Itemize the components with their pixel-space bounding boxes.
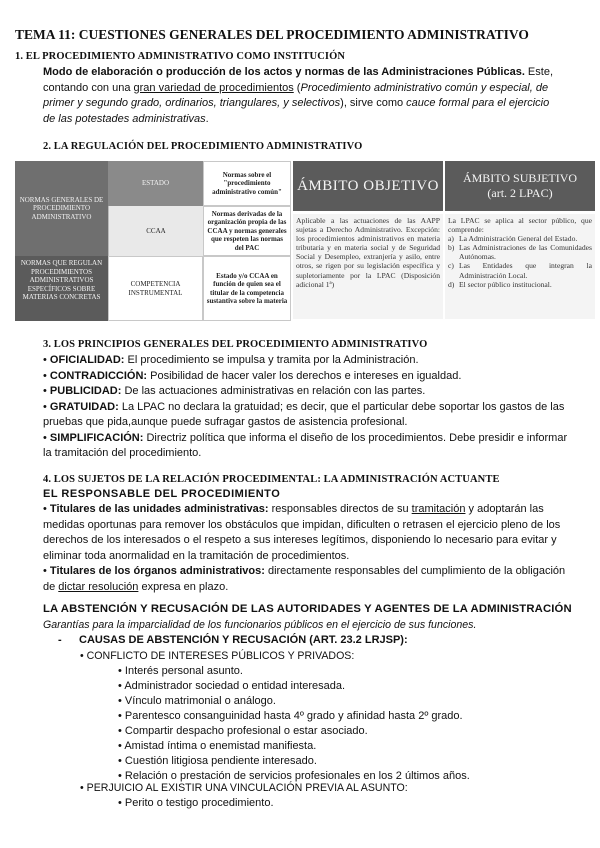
principles-list bbox=[43, 353, 568, 462]
abstencion-heading: LA ABSTENCIÓN Y RECUSACIÓN DE LAS AUTORIDADES Y AGENTES DE LA ADMINISTRACIÓN bbox=[43, 603, 572, 615]
list-item: • Perito o testigo procedimiento. bbox=[118, 797, 274, 809]
ambito-subjetivo-text bbox=[445, 214, 595, 319]
principle-text: Posibilidad de hacer valer los derechos e intereses en igualdad. bbox=[147, 369, 462, 382]
principle-key: SIMPLIFICACIÓN: bbox=[49, 431, 144, 444]
regulation-table bbox=[15, 161, 595, 321]
cell-text: ESTADO bbox=[141, 179, 170, 188]
list-key: d) bbox=[448, 279, 455, 289]
list-item bbox=[448, 280, 592, 289]
list-text: Administrador sociedad o entidad interesada. bbox=[124, 680, 346, 692]
responsable-item: • Titulares de los órganos administrativos: directamente responsables del cumplimiento de la obligación de dictar resolución expresa en plazo. bbox=[43, 565, 566, 593]
section-1-heading: 1. EL PROCEDIMIENTO ADMINISTRATIVO COMO INSTITUCIÓN bbox=[15, 51, 346, 62]
underlined-text: gran variedad de procedimientos bbox=[133, 81, 294, 94]
list-key: a) bbox=[448, 234, 454, 244]
list-item bbox=[448, 261, 592, 279]
item-text: y adoptarán las medidas oportunas para remover los obstáculos que impidan, dificulten o retrasen el ejercicio pleno de los derechos de los interesados o el respeto a sus intereses legítimos, disponiendo lo necesario para evitar y eliminar toda anormalidad en la tramitación de procedimientos. bbox=[43, 503, 561, 562]
list-text: La Administración General del Estado. bbox=[459, 234, 578, 244]
list-item: • Amistad íntima o enemistad manifiesta. bbox=[118, 740, 317, 752]
ccaa-cell bbox=[108, 206, 203, 256]
normas-regulan-cell bbox=[15, 256, 108, 321]
list-text: Las Entidades que integran la Administración Local. bbox=[459, 261, 592, 280]
ambito-objetivo-text bbox=[293, 214, 443, 319]
list-text: Relación o prestación de servicios profesionales en los 2 últimos años. bbox=[124, 770, 470, 782]
text-run: ( bbox=[293, 81, 301, 94]
principle-text: El procedimiento se impulsa y tramita por la Administración. bbox=[124, 354, 419, 366]
cell-text: NORMAS GENERALES DE PROCEDIMIENTO ADMINISTRATIVO bbox=[19, 195, 104, 221]
estado-cell bbox=[108, 161, 203, 206]
item-text: responsables directos de su bbox=[268, 503, 412, 515]
list-key: c) bbox=[448, 261, 454, 271]
item-text: directamente responsables del cumplimiento de la obligación de bbox=[43, 565, 566, 593]
principle-text: La LPAC no declara la gratuidad; es decir, que el particular debe soportar los gastos de las pruebas que pida,aunque puede sufragar gastos de asistencia profesional. bbox=[43, 400, 565, 428]
conflicto-heading: • CONFLICTO DE INTERESES PÚBLICOS Y PRIVADOS: bbox=[80, 650, 355, 662]
ambito-objetivo-header bbox=[293, 161, 443, 211]
responsable-heading: EL RESPONSABLE DEL PROCEDIMIENTO bbox=[43, 488, 281, 500]
list-text: Parentesco consanguinidad hasta 4º grado y afinidad hasta 2º grado. bbox=[124, 710, 463, 722]
text-run: , contando con una bbox=[43, 66, 554, 94]
italic-text: cauce formal para el ejercicio de las potestades administrativas bbox=[43, 97, 550, 125]
perjuicio-heading: • PERJUICIO AL EXISTIR UNA VINCULACIÓN PREVIA AL ASUNTO: bbox=[80, 782, 408, 794]
list-text: El sector público institucional. bbox=[459, 279, 552, 289]
principle-item: • PUBLICIDAD: De las actuaciones administrativas en relación con las partes. bbox=[43, 385, 426, 397]
list-item: • Compartir despacho profesional o estar asociado. bbox=[118, 725, 368, 737]
list-text: Vínculo matrimonial o análogo. bbox=[124, 695, 276, 707]
list-text: Perito o testigo procedimiento. bbox=[124, 797, 274, 809]
cell-text: COMPETENCIA INSTRUMENTAL bbox=[128, 279, 183, 297]
section-4-heading: 4. LOS SUJETOS DE LA RELACIÓN PROCEDIMENTAL: LA ADMINISTRACIÓN ACTUANTE bbox=[43, 474, 500, 485]
list-text: Interés personal asunto. bbox=[124, 665, 243, 677]
page-title: TEMA 11: CUESTIONES GENERALES DEL PROCEDIMIENTO ADMINISTRATIVO bbox=[15, 27, 529, 42]
dash-bullet: - bbox=[58, 634, 62, 646]
estado-desc-cell bbox=[203, 161, 291, 206]
list-item: • Cuestión litigiosa pendiente interesado. bbox=[118, 755, 317, 767]
text-run: ), sirve como bbox=[340, 97, 407, 109]
abstencion-subtitle: Garantías para la imparcialidad de los funcionarios públicos en el ejercicio de sus funciones. bbox=[43, 619, 477, 631]
list-text: Cuestión litigiosa pendiente interesado. bbox=[124, 755, 317, 767]
competencia-cell bbox=[108, 256, 203, 321]
list-text: Amistad íntima o enemistad manifiesta. bbox=[124, 740, 317, 752]
cell-text: CCAA bbox=[146, 226, 166, 235]
principle-key: PUBLICIDAD: bbox=[49, 385, 122, 397]
cell-text: (art. 2 LPAC) bbox=[487, 186, 553, 200]
principle-key: CONTRADICCIÓN: bbox=[49, 369, 148, 382]
cell-text: Aplicable a las actuaciones de las AAPP sujetas a Derecho Administrativo. Excepción: los procedimientos administrativos en materia tributaria y en materia social y de Seguridad Social y Desempleo, extranjería y asilo, entre otros, se rigen por su legislación específica y supletoriamente por la LPAC (Disposición adicional 1ª) bbox=[296, 216, 440, 289]
cell-text: ÁMBITO OBJETIVO bbox=[297, 177, 439, 194]
item-text: expresa en plazo. bbox=[138, 580, 229, 593]
conflicto-list bbox=[118, 664, 470, 784]
item-key: Titulares de los órganos administrativos: bbox=[49, 565, 265, 577]
principle-key: GRATUIDAD: bbox=[49, 400, 119, 413]
underlined-text: tramitación bbox=[411, 503, 466, 515]
italic-text: Procedimiento administrativo común y especial, de primer y segundo grado, ordinarios, triangulares, y selectivos bbox=[43, 81, 549, 109]
text-run: . bbox=[205, 112, 209, 125]
section-4-list bbox=[43, 502, 568, 595]
cell-text: Normas sobre el "procedimiento administrativo común" bbox=[212, 170, 282, 196]
responsable-item: • Titulares de las unidades administrativas: responsables directos de su tramitación y adoptarán las medidas oportunas para remover los obstáculos que impidan, dificulten o retrasen el ejercicio pleno de los derechos de los interesados o el respeto a sus intereses legítimos, disponiendo lo necesario para evitar y eliminar toda anormalidad en la tramitación de procedimientos. bbox=[43, 503, 561, 562]
perjuicio-text: PERJUICIO AL EXISTIR UNA VINCULACIÓN PREVIA AL ASUNTO: bbox=[86, 782, 408, 794]
principle-item: • GRATUIDAD: La LPAC no declara la gratuidad; es decir, que el particular debe soportar los gastos de las pruebas que pida,aunque puede sufragar gastos de asistencia profesional. bbox=[43, 400, 565, 428]
list-text: Las Administraciones de las Comunidades Autónomas. bbox=[459, 243, 592, 262]
principle-text: Directriz política que informa el diseño de los procedimientos. Debe presidir e informar la tramitación del procedimiento. bbox=[43, 431, 568, 459]
cell-text: La LPAC se aplica al sector público, que comprende: bbox=[448, 216, 592, 235]
list-item: • Parentesco consanguinidad hasta 4º grado y afinidad hasta 2º grado. bbox=[118, 710, 463, 722]
section-2-heading: 2. LA REGULACIÓN DEL PROCEDIMIENTO ADMINISTRATIVO bbox=[43, 141, 363, 152]
principle-item: • CONTRADICCIÓN: Posibilidad de hacer valer los derechos e intereses en igualdad. bbox=[43, 369, 462, 382]
list-item bbox=[448, 234, 592, 243]
text-run: Este bbox=[524, 66, 550, 78]
section-1-paragraph bbox=[43, 65, 563, 127]
list-item: • Vínculo matrimonial o análogo. bbox=[118, 695, 276, 707]
underlined-text: dictar resolución bbox=[58, 580, 139, 593]
list-text: Compartir despacho profesional o estar asociado. bbox=[124, 725, 368, 737]
competencia-desc-cell bbox=[203, 256, 291, 321]
subjetivo-list bbox=[448, 234, 592, 289]
list-item: • Relación o prestación de servicios profesionales en los 2 últimos años. bbox=[118, 770, 470, 782]
section-3-heading: 3. LOS PRINCIPIOS GENERALES DEL PROCEDIMIENTO ADMINISTRATIVO bbox=[43, 339, 428, 350]
principle-text: De las actuaciones administrativas en relación con las partes. bbox=[121, 385, 426, 397]
cell-text: Normas derivadas de la organización propia de las CCAA y normas generales que respeten las normas del PAC bbox=[207, 209, 287, 252]
principle-item: • OFICIALIDAD: El procedimiento se impulsa y tramita por la Administración. bbox=[43, 354, 419, 366]
principle-item: • SIMPLIFICACIÓN: Directriz política que informa el diseño de los procedimientos. Debe presidir e informar la tramitación del procedimiento. bbox=[43, 431, 568, 459]
cell-text: NORMAS QUE REGULAN PROCEDIMIENTOS ADMINISTRATIVOS ESPECÍFICOS SOBRE MATERIAS CONCRETAS bbox=[20, 259, 103, 302]
causas-text: CAUSAS DE ABSTENCIÓN Y RECUSACIÓN (ART. 23.2 LRJSP): bbox=[79, 634, 408, 646]
principle-key: OFICIALIDAD: bbox=[49, 354, 125, 366]
ambito-subjetivo-header bbox=[445, 161, 595, 211]
list-key: b) bbox=[448, 243, 455, 253]
causas-heading bbox=[58, 634, 408, 646]
ccaa-desc-cell bbox=[203, 206, 291, 256]
perjuicio-list bbox=[118, 796, 274, 811]
conflicto-text: CONFLICTO DE INTERESES PÚBLICOS Y PRIVADOS: bbox=[86, 650, 355, 662]
list-item: • Administrador sociedad o entidad interesada. bbox=[118, 680, 346, 692]
section-1-bold: Modo de elaboración o producción de los actos y normas de las Administraciones Públicas. bbox=[43, 66, 525, 78]
cell-text: ÁMBITO SUBJETIVO bbox=[462, 171, 578, 185]
list-item bbox=[448, 243, 592, 261]
list-item: • Interés personal asunto. bbox=[118, 665, 243, 677]
normas-generales-cell bbox=[15, 161, 108, 256]
cell-text: Estado y/o CCAA en función de quien sea el titular de la competencia sustantiva sobre la materia bbox=[206, 271, 288, 305]
item-key: Titulares de las unidades administrativas: bbox=[49, 503, 269, 515]
